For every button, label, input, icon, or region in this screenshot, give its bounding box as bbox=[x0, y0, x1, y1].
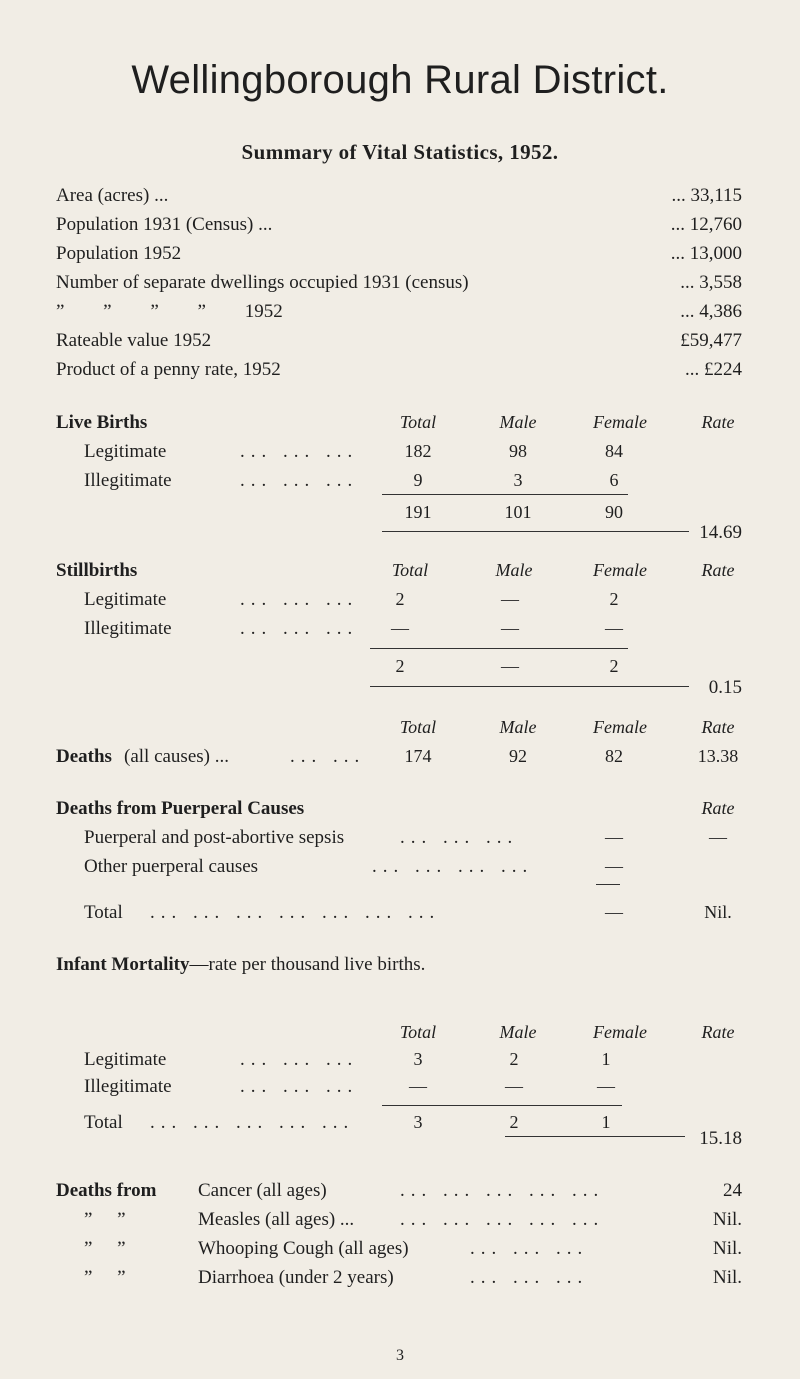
row-value: Nil. bbox=[712, 1238, 742, 1259]
sum-rule bbox=[382, 494, 628, 495]
cell-male: 3 bbox=[513, 470, 523, 490]
summary-label: Number of separate dwellings occupied 1931 (census) bbox=[56, 272, 469, 293]
rate-value: — bbox=[709, 827, 727, 847]
column-header: Female bbox=[593, 717, 647, 737]
row-label: Illegitimate bbox=[84, 470, 172, 491]
summary-value: ... £224 bbox=[685, 359, 742, 380]
summary-label: ” ” ” ” 1952 bbox=[56, 301, 283, 322]
cell-female: 1 bbox=[601, 1112, 611, 1132]
sum-rule bbox=[505, 1136, 685, 1137]
column-header: Rate bbox=[701, 717, 735, 737]
row-value: Nil. bbox=[712, 1267, 742, 1288]
sum-rule bbox=[382, 531, 689, 532]
row-value: 24 bbox=[723, 1180, 742, 1201]
cell-count: — bbox=[605, 827, 623, 847]
cell-male: 2 bbox=[509, 1112, 519, 1132]
cell-female: 1 bbox=[601, 1049, 611, 1069]
section-heading: Infant Mortality bbox=[56, 954, 190, 975]
page-number: 3 bbox=[396, 1347, 404, 1364]
section-heading: Deaths bbox=[56, 746, 112, 767]
column-header: Total bbox=[399, 412, 437, 432]
cell-total: 3 bbox=[413, 1112, 423, 1132]
cell-female: 2 bbox=[609, 656, 619, 676]
column-header: Male bbox=[499, 717, 537, 737]
cell-female: — bbox=[597, 1076, 615, 1096]
summary-value: £59,477 bbox=[680, 330, 742, 351]
cell-male: 98 bbox=[509, 441, 527, 461]
rate-value: 14.69 bbox=[699, 522, 742, 543]
section-heading: Deaths from bbox=[56, 1180, 157, 1201]
row-label: Illegitimate bbox=[84, 1076, 172, 1097]
cell-total: — bbox=[409, 1076, 427, 1096]
row-label: Puerperal and post-abortive sepsis bbox=[84, 827, 345, 848]
cell-total: 3 bbox=[413, 1049, 423, 1069]
cell-female: 84 bbox=[605, 441, 623, 461]
rate-value: Nil. bbox=[704, 902, 732, 922]
ditto-mark: ” ” bbox=[84, 1267, 126, 1288]
page-title: Wellingborough Rural District. bbox=[131, 58, 669, 102]
summary-value: ... 13,000 bbox=[670, 243, 742, 264]
row-label: Other puerperal causes bbox=[84, 856, 259, 877]
column-header: Rate bbox=[701, 560, 735, 580]
column-header: Total bbox=[399, 717, 437, 737]
summary-label: Area (acres) ... bbox=[56, 185, 169, 206]
cell-male: — bbox=[501, 656, 519, 676]
cell-female: 82 bbox=[605, 746, 623, 766]
sum-rule bbox=[596, 884, 620, 885]
row-value: Nil. bbox=[712, 1209, 742, 1230]
row-label: (all causes) ... bbox=[124, 746, 229, 767]
row-label: Measles (all ages) ... bbox=[198, 1209, 355, 1230]
row-label: Whooping Cough (all ages) bbox=[198, 1238, 409, 1259]
cell-female: 90 bbox=[605, 502, 623, 522]
column-header: Total bbox=[391, 560, 429, 580]
cell-female: 6 bbox=[609, 470, 619, 490]
cell-count: — bbox=[605, 856, 623, 876]
column-header: Female bbox=[593, 1022, 647, 1042]
cell-male: 92 bbox=[509, 746, 527, 766]
summary-value: ... 33,115 bbox=[671, 185, 742, 206]
cell-male: — bbox=[501, 589, 519, 609]
summary-label: Product of a penny rate, 1952 bbox=[56, 359, 281, 380]
row-label: Legitimate bbox=[84, 1049, 167, 1070]
cell-total: 174 bbox=[404, 746, 432, 766]
column-header: Female bbox=[593, 412, 647, 432]
cell-total: 2 bbox=[395, 589, 405, 609]
sum-rule bbox=[382, 1105, 622, 1106]
row-label: Total bbox=[84, 902, 123, 923]
section-heading: Stillbirths bbox=[56, 560, 138, 581]
row-label: Illegitimate bbox=[84, 618, 172, 639]
rate-value: 15.18 bbox=[699, 1128, 742, 1149]
column-header: Male bbox=[495, 560, 533, 580]
column-header: Rate bbox=[701, 1022, 735, 1042]
cell-total: 182 bbox=[404, 441, 432, 461]
rate-value: 0.15 bbox=[708, 677, 742, 698]
cell-female: 2 bbox=[609, 589, 619, 609]
cell-male: — bbox=[505, 1076, 523, 1096]
cell-total: 2 bbox=[395, 656, 405, 676]
cell-total: — bbox=[391, 618, 409, 638]
column-header: Male bbox=[499, 412, 537, 432]
column-header: Rate bbox=[701, 798, 735, 818]
cell-male: — bbox=[501, 618, 519, 638]
row-label: Legitimate bbox=[84, 441, 167, 462]
column-header: Female bbox=[593, 560, 647, 580]
summary-value: ... 4,386 bbox=[680, 301, 742, 322]
row-label: Cancer (all ages) bbox=[198, 1180, 327, 1201]
cell-male: 101 bbox=[504, 502, 532, 522]
column-header: Total bbox=[399, 1022, 437, 1042]
sum-rule bbox=[370, 686, 689, 687]
summary-label: Rateable value 1952 bbox=[56, 330, 212, 351]
cell-count: — bbox=[605, 902, 623, 922]
cell-total: 191 bbox=[404, 502, 432, 522]
ditto-mark: ” ” bbox=[84, 1238, 126, 1259]
rate-value: 13.38 bbox=[697, 746, 739, 766]
page-subtitle: Summary of Vital Statistics, 1952. bbox=[241, 140, 559, 164]
row-label: Total bbox=[84, 1112, 123, 1133]
section-subheading: —rate per thousand live births. bbox=[189, 954, 426, 975]
cell-total: 9 bbox=[413, 470, 423, 490]
cell-female: — bbox=[605, 618, 623, 638]
section-heading: Deaths from Puerperal Causes bbox=[56, 798, 305, 819]
summary-label: Population 1931 (Census) ... bbox=[56, 214, 273, 235]
summary-value: ... 3,558 bbox=[680, 272, 742, 293]
cell-male: 2 bbox=[509, 1049, 519, 1069]
column-header: Rate bbox=[701, 412, 735, 432]
summary-value: ... 12,760 bbox=[670, 214, 742, 235]
summary-label: Population 1952 bbox=[56, 243, 182, 264]
row-label: Diarrhoea (under 2 years) bbox=[198, 1267, 394, 1288]
section-heading: Live Births bbox=[56, 412, 148, 433]
ditto-mark: ” ” bbox=[84, 1209, 126, 1230]
column-header: Male bbox=[499, 1022, 537, 1042]
row-label: Legitimate bbox=[84, 589, 167, 610]
sum-rule bbox=[370, 648, 628, 649]
